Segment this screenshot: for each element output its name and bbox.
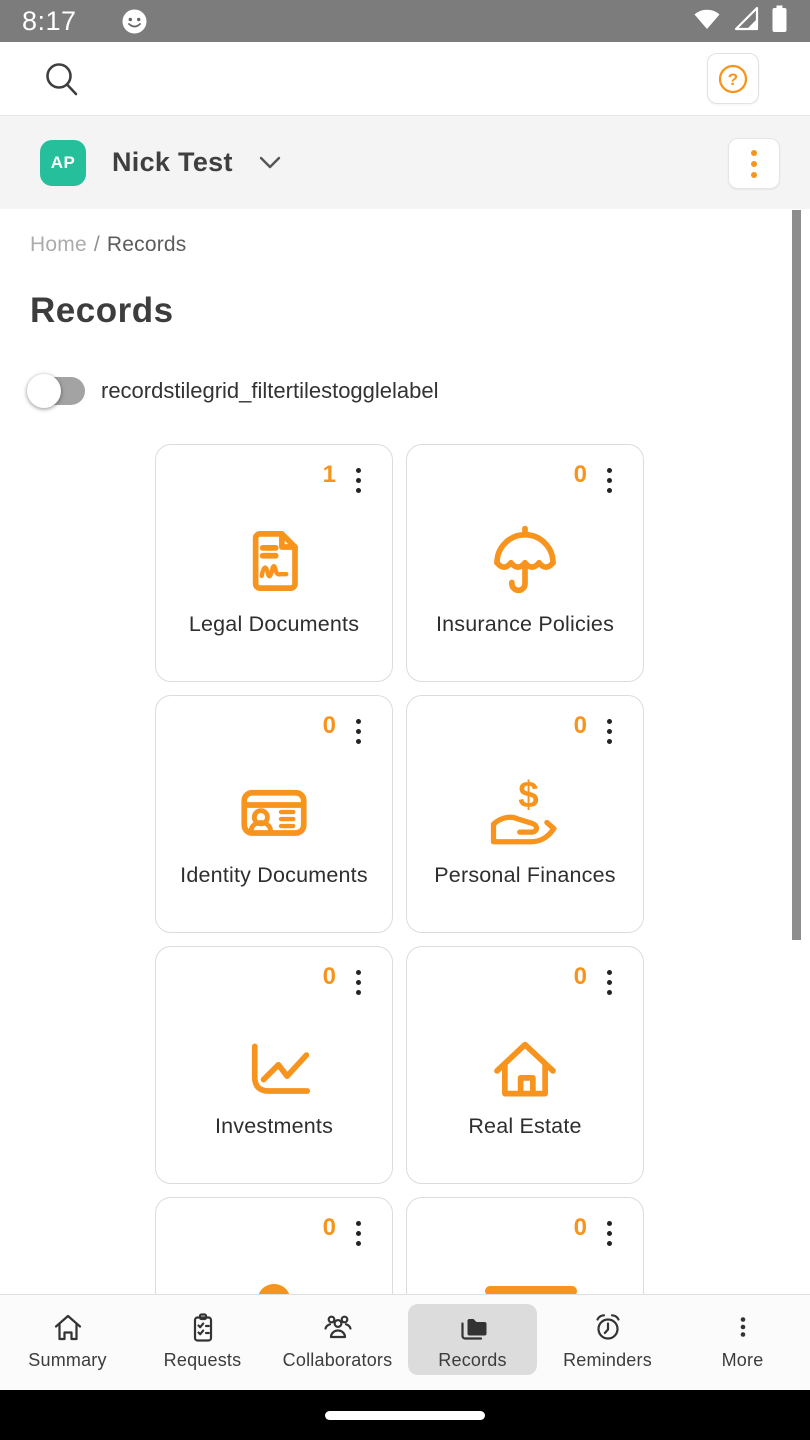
alarm-clock-icon [589,1309,627,1347]
account-selector[interactable] [40,140,283,186]
gesture-bar [0,1390,810,1440]
tile-count: 0 [573,1214,587,1241]
status-time: 8:17 [22,5,77,36]
battery-icon [771,4,788,39]
clipboard-icon [184,1309,222,1347]
filter-toggle-row [30,377,810,405]
nav-item-collaborators[interactable] [273,1304,402,1375]
search-bar[interactable] [0,42,810,116]
breadcrumb [30,233,810,257]
header-menu-button[interactable] [728,138,780,189]
record-tile[interactable] [406,444,644,682]
tile-menu-button[interactable] [597,714,621,748]
chevron-down-icon [257,154,283,171]
emulator-face-icon [121,8,148,35]
real-estate-icon [483,1021,567,1105]
account-name: Nick Test [112,147,233,177]
tile-menu-button[interactable] [346,714,370,748]
tile-count: 0 [322,963,336,990]
breadcrumb-current: Records [106,233,187,256]
scrollbar-thumb[interactable] [792,210,801,940]
insurance-policies-icon [483,519,567,603]
nav-item-summary[interactable] [3,1304,132,1375]
tile-count: 0 [573,461,587,488]
tile-label: Investments [214,1114,334,1138]
page-title: Records [30,291,174,330]
breadcrumb-separator: / [93,233,100,256]
tile-menu-button[interactable] [346,1216,370,1250]
tile-label: Insurance Policies [435,612,615,636]
tile-menu-button[interactable] [346,965,370,999]
signal-icon [733,5,760,37]
status-bar [0,0,810,42]
people-group-icon [319,1309,357,1347]
record-tile[interactable] [155,1197,393,1294]
nav-label: Reminders [563,1349,652,1370]
nav-label: Records [438,1349,507,1370]
tile-menu-button[interactable] [597,965,621,999]
tile-count: 0 [322,1214,336,1241]
tile-menu-button[interactable] [597,463,621,497]
tile-label: Personal Finances [434,863,616,887]
nav-label: More [721,1349,764,1370]
record-tile[interactable] [155,946,393,1184]
investments-icon [232,1021,316,1105]
bottom-navigation [0,1294,810,1390]
record-tile[interactable] [406,946,644,1184]
personal-finances-icon [483,770,567,854]
records-grid [155,444,647,1294]
partial-dome-icon [232,1284,316,1294]
help-circle-icon [716,62,750,96]
tile-label: Identity Documents [180,863,368,887]
home-icon [49,1309,87,1347]
wifi-icon [692,6,722,37]
record-tile[interactable] [155,444,393,682]
tile-label: Real Estate [468,1114,582,1138]
tile-count: 1 [322,461,336,488]
record-tile[interactable] [406,1197,644,1294]
filter-tiles-toggle[interactable] [30,377,85,405]
tile-menu-button[interactable] [597,1216,621,1250]
tile-label: Legal Documents [188,612,360,636]
nav-item-more[interactable] [678,1304,807,1375]
record-tile[interactable] [406,695,644,933]
avatar: AP [40,140,86,186]
tile-count: 0 [322,712,336,739]
records-page [0,209,810,1294]
nav-label: Summary [28,1349,107,1370]
nav-item-requests[interactable] [138,1304,267,1375]
search-icon[interactable] [42,60,84,107]
more-dots-icon [724,1309,762,1347]
record-tile[interactable] [155,695,393,933]
nav-item-reminders[interactable] [543,1304,672,1375]
svg-text:?: ? [727,69,739,89]
tile-count: 0 [573,712,587,739]
nav-item-records[interactable] [408,1304,537,1375]
svg-text:$: $ [518,773,539,815]
nav-label: Requests [163,1349,242,1370]
legal-documents-icon [232,519,316,603]
identity-documents-icon [232,770,316,854]
filter-toggle-label: recordstilegrid_filtertilestogglelabel [101,378,439,403]
folder-icon [454,1309,492,1347]
help-button[interactable] [707,53,759,104]
breadcrumb-home-link[interactable]: Home [30,233,87,256]
partial-bar-icon [483,1284,567,1294]
nav-label: Collaborators [282,1349,393,1370]
tile-count: 0 [573,963,587,990]
tile-menu-button[interactable] [346,463,370,497]
home-indicator[interactable] [325,1411,485,1420]
account-header [0,116,810,209]
